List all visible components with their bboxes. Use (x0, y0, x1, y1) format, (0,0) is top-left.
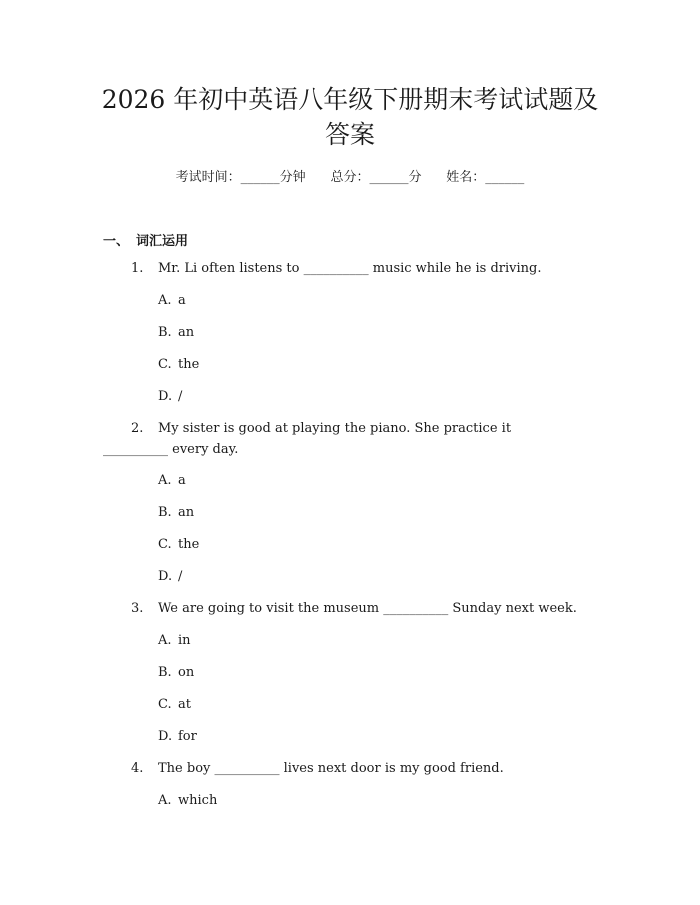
question-stem: The boy __________ lives next door is my good friend. (158, 761, 504, 776)
question-stem: We are going to visit the museum __________ Sunday next week. (158, 601, 577, 616)
option-text: / (178, 569, 183, 584)
option-3c (158, 695, 191, 715)
option-letter: A. (158, 473, 172, 488)
question-number: 1. (131, 261, 144, 276)
option-2d (158, 567, 182, 587)
question-stem: My sister is good at playing the piano. She practice it (158, 421, 512, 436)
option-3a (158, 631, 191, 651)
exam-info-row (0, 166, 700, 185)
option-1a (158, 291, 186, 311)
option-2c (158, 535, 199, 555)
section-title: 词汇运用 (136, 234, 189, 249)
option-3d (158, 727, 197, 747)
option-letter: B. (158, 505, 172, 520)
exam-title-line-1: 2026 年初中英语八年级下册期末考试试题及 (101, 85, 599, 114)
exam-title-line-2: 答案 (324, 120, 375, 149)
option-letter: A. (158, 293, 172, 308)
option-letter: C. (158, 357, 172, 372)
question-number: 4. (131, 761, 144, 776)
question-stem-continuation: __________ every day. (103, 442, 239, 457)
option-text: at (178, 697, 191, 712)
option-2b (158, 503, 194, 523)
option-text: the (178, 537, 200, 552)
option-text: which (178, 793, 218, 808)
student-name-label: 姓名：______ (446, 170, 525, 185)
exam-time-label: 考试时间：______分钟 (175, 170, 306, 185)
option-1c (158, 355, 199, 375)
question-stem: Mr. Li often listens to __________ music while he is driving. (158, 261, 542, 276)
option-text: an (178, 505, 195, 520)
option-letter: D. (158, 729, 173, 744)
option-3b (158, 663, 194, 683)
section-heading (103, 230, 188, 249)
option-2a (158, 471, 186, 491)
option-letter: C. (158, 697, 172, 712)
question-number: 2. (131, 421, 144, 436)
total-score-label: 总分：______分 (330, 170, 422, 185)
option-letter: B. (158, 665, 172, 680)
option-letter: A. (158, 793, 172, 808)
option-text: on (178, 665, 195, 680)
option-text: a (178, 473, 186, 488)
option-text: in (178, 633, 191, 648)
section-number: 一、 (103, 234, 130, 249)
option-4a (158, 791, 217, 811)
option-text: the (178, 357, 200, 372)
option-letter: B. (158, 325, 172, 340)
option-text: / (178, 389, 183, 404)
option-letter: C. (158, 537, 172, 552)
option-text: an (178, 325, 195, 340)
option-1b (158, 323, 194, 343)
option-letter: D. (158, 389, 173, 404)
option-text: a (178, 293, 186, 308)
option-letter: D. (158, 569, 173, 584)
option-letter: A. (158, 633, 172, 648)
question-number: 3. (131, 601, 144, 616)
option-1d (158, 387, 182, 407)
option-text: for (178, 729, 197, 744)
